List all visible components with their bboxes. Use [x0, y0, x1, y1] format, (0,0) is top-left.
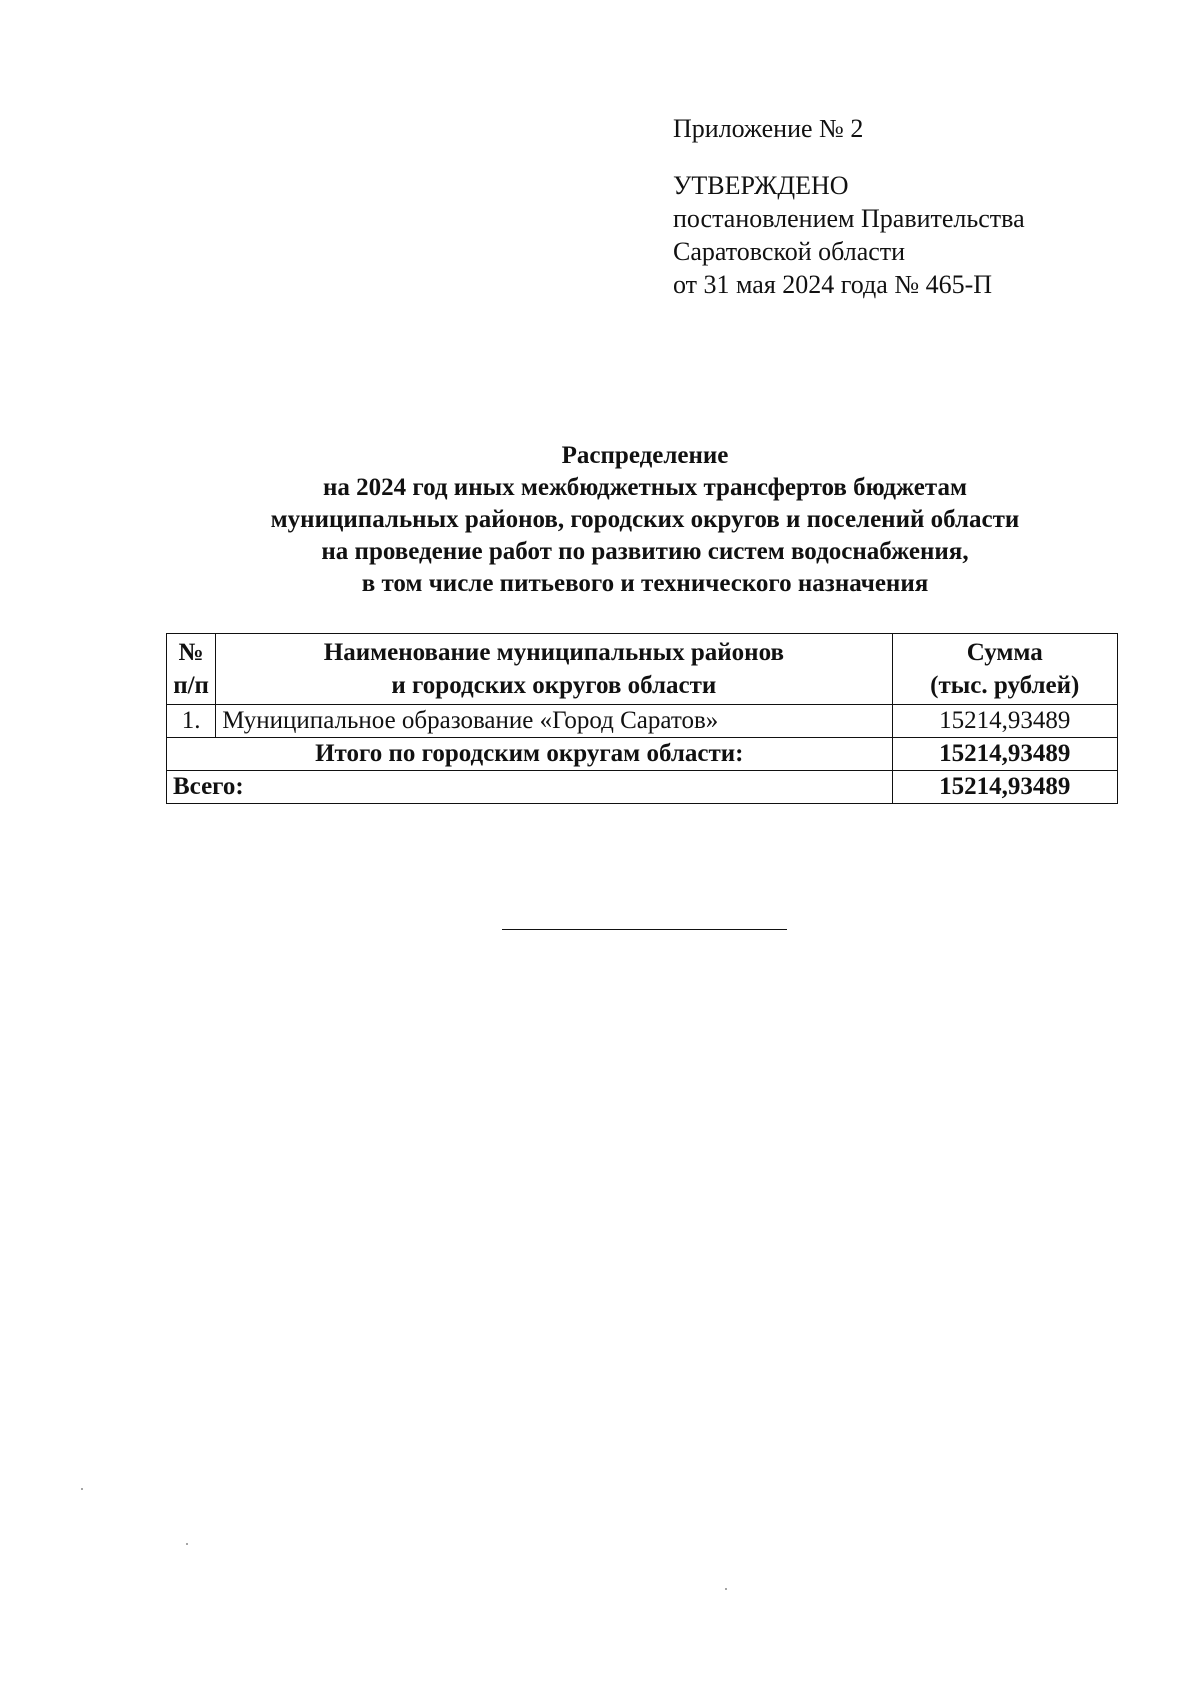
header-name-line-1: Наименование муниципальных районов — [323, 639, 784, 666]
header-name-line-2: и городских округов области — [391, 672, 717, 699]
total-sum: 15214,93489 — [892, 771, 1117, 804]
scan-speck — [186, 1543, 188, 1545]
row-municipality-name: Муниципальное образование «Город Саратов» — [216, 705, 892, 738]
header-sum-line-2: (тыс. рублей) — [930, 672, 1080, 699]
title-line-5: в том числе питьевого и технического назначения — [361, 570, 929, 597]
row-sum: 15214,93489 — [892, 705, 1117, 738]
approval-block — [673, 112, 1133, 301]
table-row — [167, 705, 1118, 738]
row-number: 1. — [167, 705, 216, 738]
scan-speck — [725, 1588, 727, 1590]
distribution-table — [166, 633, 1118, 804]
scan-speck — [81, 1488, 83, 1490]
approved-region-line: Саратовской области — [673, 237, 906, 266]
total-row — [167, 771, 1118, 804]
annex-number: Приложение № 2 — [673, 114, 864, 143]
document-title — [150, 440, 1140, 600]
title-line-1: Распределение — [561, 442, 729, 469]
total-label: Всего: — [167, 771, 893, 804]
header-number-line-2: п/п — [173, 672, 209, 699]
header-sum-line-1: Сумма — [966, 639, 1043, 666]
header-number — [167, 634, 216, 705]
subtotal-sum: 15214,93489 — [892, 738, 1117, 771]
subtotal-label: Итого по городским округам области: — [167, 738, 893, 771]
header-number-line-1: № — [178, 639, 204, 666]
approved-date-line: от 31 мая 2024 года № 465-П — [673, 270, 993, 299]
table-header-row — [167, 634, 1118, 705]
title-line-2: на 2024 год иных межбюджетных трансфертов бюджетам — [322, 474, 968, 501]
title-line-3: муниципальных районов, городских округов и поселений области — [270, 506, 1020, 533]
header-sum — [892, 634, 1117, 705]
subtotal-row — [167, 738, 1118, 771]
closing-separator-line — [502, 929, 787, 930]
title-line-4: на проведение работ по развитию систем водоснабжения, — [321, 538, 969, 565]
header-name — [216, 634, 892, 705]
approved-stamp-text: УТВЕРЖДЕНО — [673, 171, 849, 200]
approved-by-line: постановлением Правительства — [673, 204, 1025, 233]
